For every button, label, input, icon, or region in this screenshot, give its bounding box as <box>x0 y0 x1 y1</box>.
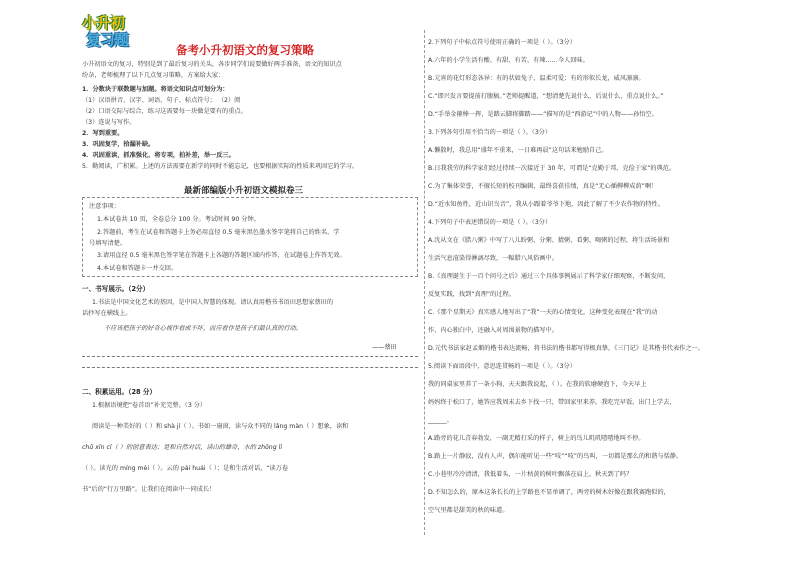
section-2-heading: 二、积累运用。（28 分） <box>82 388 157 396</box>
intro-line: 3．巩固复学，拾漏补缺。 <box>82 141 155 148</box>
section-2-line: 1.根据语境把“卷首语”补充完整。（3 分） <box>92 402 207 409</box>
question-line: 作、内心独白中，还融入对周围景物的描写中。 <box>428 327 558 334</box>
intro-line: 纷杂，老师梳理了以下几点复习策略，方案给大家： <box>82 72 225 79</box>
notice-item: 4.本试卷和答题卡一并交回。 <box>97 265 178 272</box>
question-line: 5.阅读下面语段中，意思连贯畅的一项是（ ）。（3分） <box>428 363 576 370</box>
section-1-line: 话抄写在横线上。 <box>82 310 132 317</box>
right-column <box>428 38 720 538</box>
question-line: C.小巷里冷冷清清，我低着头，一片枯黄的树叶飘落在肩上，秋天到了吗？ <box>428 471 633 478</box>
notice-item: 号填写清楚。 <box>89 240 127 247</box>
question-line: D.“近水知鱼性，近山识鸟音”，我从小跟着爷爷下地，因此了解了不少农作物的特性。 <box>428 201 664 208</box>
section-1-line: 1.书法是中国文化艺术的基因，是中国人智慧的体现。请认真用楷书书语田思想家蔡田的 <box>92 299 334 306</box>
logo-line-2: 复习题 <box>86 31 129 49</box>
question-line: 空气里都是甜美的秋的味道。 <box>428 507 509 514</box>
section-2-line: 书”后的“行万里路”。让我们在阅读中一同成长！ <box>82 486 216 493</box>
exam-title: 最新部编版小升初语文模拟卷三 <box>184 186 304 196</box>
notice-item: 1.本试卷共 10 页，全卷总分 100 分。考试时间 90 分钟。 <box>97 216 260 223</box>
question-line: D.不知怎么的，原本这条长长的上学路也不显单调了，两旁的树木好像在跟我赛跑似的， <box>428 489 670 496</box>
intro-line: 4．巩固重读，抓准强化，将专项，拍补差，举一反三。 <box>82 152 235 159</box>
intro-line: （2）口语交际与综合，练习这需要每一块做是要有的重点。 <box>82 108 247 115</box>
writing-line <box>82 367 418 368</box>
question-line: C.《那个星期天》真实感人地写出了“我”一天的心情变化，这种变化表现在“我”的动 <box>428 309 658 316</box>
intro-line: （1）汉语拼音、汉字、词语、句子、标点符号； （2）阅 <box>82 97 241 104</box>
question-line: 我的同桌家里养了一条小狗，天天跟我说起，（ ）。在我的软磨硬泡下，今天早上 <box>428 381 647 388</box>
section-1-heading: 一、书写展示。（2分） <box>82 285 150 293</box>
logo-line-1: 小升初 <box>82 14 125 32</box>
section-2-line: 阅读是一种美好的（ ）和 shà jí（ ）。书如一扇窗，读与众不同的 lǎng màn（ ）想象，读和 <box>92 423 349 430</box>
page-title: 备考小升初语文的复习策略 <box>176 43 314 57</box>
question-line: C.为了集体荣誉，不擅长短的校刊编辑，最终喜获佳绩，真是“无心插柳柳成荫”啊！ <box>428 183 658 190</box>
question-line: 4.下列句子中表述错误的一项是（ ）。（3分） <box>428 219 552 226</box>
left-column <box>82 10 418 550</box>
question-line: A.懒散时，我总用“盛年不重来，一日难再晨”这句话来勉励自己。 <box>428 147 608 154</box>
question-line: 生活气息渲染得淋漓尽致，一幅腊八风俗画中。 <box>428 255 558 262</box>
question-line: 2.下列句子中标点符号使用正确的一项是（ ）。（3分） <box>428 39 576 46</box>
notice-box <box>82 197 418 277</box>
intro-line: （3）连说与写作。 <box>82 119 136 126</box>
question-line: A.六年的小学生活有酸、有甜、有苦、有辣……今人回味。 <box>428 57 589 64</box>
notice-item: 3.请用直径 0.5 毫米黑色签字笔在答题卡上各题的答题区域内作答，在试题卷上作答无效。 <box>97 252 346 259</box>
intro-line: 5．勤阅读，广积累。上述的方法需要在新学的同时不能忘记，也要根据实际的性质来巩固它的学习。 <box>82 163 359 170</box>
question-line: C.“即兴发言要提前打腹稿。”老师提醒道，“想清楚先说什么，后说什么，重点说什么。” <box>428 93 664 100</box>
section-2-line: （ ）。读光的 míng mèi（ ）。云的 pái huái（ ）；是和生活对话，“读万卷 <box>82 465 289 472</box>
section-2-line: chǔ xīn cǐ（ ）的创意表达；是和自然对话，读山的雄奇，水的 zhōng lì <box>82 444 283 451</box>
question-line: A.路旁的花儿青春勃发，一副无精打采的样子，树上的鸟儿叽叽喳喳地叫不停。 <box>428 435 645 442</box>
question-line: 反复实践，找到“真理”的过程。 <box>428 291 515 298</box>
question-line: B.日我我劳的科学家们经过持续一次接近于 30 年，可谓是“克勤于邦，克俭于家”的典范。 <box>428 165 676 172</box>
quote-author: ——蔡田 <box>372 344 397 351</box>
question-line: D.“手举金箍棒一挥，是踏云脚将脚踏——”描写的是“西游记”中的人物——孙悟空。 <box>428 111 658 118</box>
notice-head: 注意事项： <box>89 203 120 210</box>
question-line: B.路上一片静寂，没有人声，偶尔能听见一些“吱”“吱”的鸟叫，一切都是那么的和谐与恬静。 <box>428 453 683 460</box>
intro-line: 1．分数块于联数题与加题。将语文知识点可划分为： <box>82 86 229 93</box>
notice-item: 2.答题前，考生在试卷和答题卡上务必用直径 0.5 毫米黑色墨水签字笔将自己的姓名、学 <box>97 229 340 236</box>
question-line: B.元宵的花灯形态各异：有的状如兔子，温柔可爱；有的形似长龙，威风凛凛。 <box>428 75 645 82</box>
question-line: 妈妈终于松口了，她答应我周末去乡下找一只，带回家里来养。我吃完早饭，出门上学去， <box>428 399 676 406</box>
logo <box>82 10 138 50</box>
writing-line <box>82 356 418 357</box>
question-line: 3.下列各句引用不恰当的一项是（ ）。（3分） <box>428 129 552 136</box>
quote-text: 不应该把孩子的好奇心视作看成不坏，而应看作是孩子们最认真的行动。 <box>104 325 302 332</box>
question-line: ______。 <box>428 417 453 424</box>
question-line: B.《真理诞生于一百个问号之后》通过三个具体事例展示了科学家仔细观察，不断发问， <box>428 273 670 280</box>
intro-line: 2．写到重要。 <box>82 130 124 137</box>
question-line: A.沈从文在《腊八粥》中写了八儿盼粥、分粥、猜粥、看粥、喝粥的过程，将生活场景和 <box>428 237 670 244</box>
column-divider <box>424 30 425 535</box>
question-line: D.元代书法家赵孟頫的楷书表达流畅，将书法的楷书都写得极真挚，《三门记》是其楷书代表作之一。 <box>428 345 704 352</box>
intro-line: 小升初语文的复习，特别是到了最后复习的关头，各步同学们说要做好两手准备，语文的知识点 <box>82 61 342 68</box>
